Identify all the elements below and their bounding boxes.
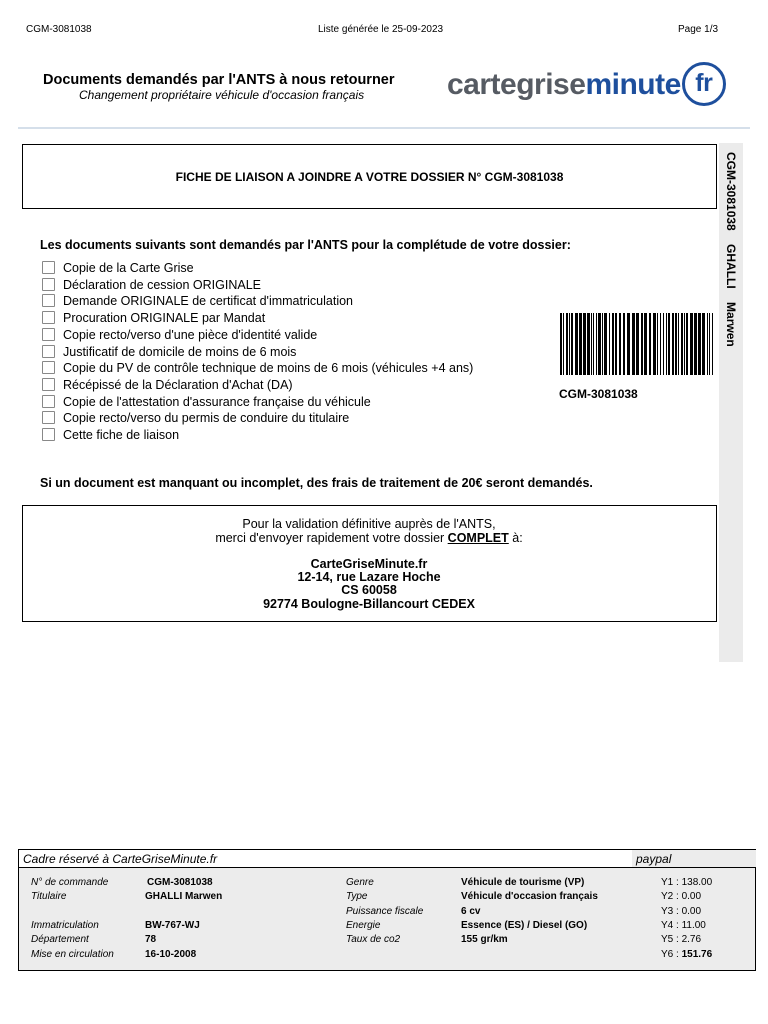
barcode-bar	[636, 313, 639, 375]
complet-emphasis: COMPLET	[447, 531, 509, 545]
barcode-bar	[604, 313, 607, 375]
address-city: 92774 Boulogne-Billancourt CEDEX	[263, 597, 475, 611]
reserved-frame	[18, 849, 756, 971]
barcode-bar	[641, 313, 643, 375]
checkbox[interactable]	[42, 345, 55, 358]
barcode-bar	[702, 313, 705, 375]
barcode-bar	[668, 313, 670, 375]
co2-label: Taux de co2	[346, 934, 401, 945]
logo-text-minute: minute	[585, 67, 681, 101]
type-value: Véhicule d'occasion français	[461, 891, 598, 902]
document-title: Documents demandés par l'ANTS à nous retourner	[43, 72, 395, 88]
address-name: CarteGriseMinute.fr	[310, 557, 428, 571]
barcode-bar	[649, 313, 651, 375]
payment-method: paypal	[636, 852, 672, 866]
tax-y5: Y5 : 2.76	[661, 934, 702, 945]
barcode-bar	[575, 313, 578, 375]
list-item[interactable]: Copie de l'attestation d'assurance française du véhicule	[42, 395, 371, 411]
barcode-bar	[566, 313, 568, 375]
barcode-bar	[653, 313, 656, 375]
barcode-bar	[694, 313, 697, 375]
logo-text-cartegrise: cartegrise	[447, 67, 586, 101]
checkbox[interactable]	[42, 378, 55, 391]
address-cs: CS 60058	[341, 583, 397, 597]
genre-label: Genre	[346, 877, 374, 888]
list-item[interactable]: Copie recto/verso d'une pièce d'identité valide	[42, 328, 317, 344]
address-street: 12-14, rue Lazare Hoche	[297, 570, 441, 584]
list-item[interactable]: Copie recto/verso du permis de conduire du titulaire	[42, 411, 349, 427]
fiscal-power-value: 6 cv	[461, 906, 481, 917]
barcode-bar	[678, 313, 679, 375]
checkbox[interactable]	[42, 395, 55, 408]
reserved-title: Cadre réservé à CarteGriseMinute.fr	[23, 852, 218, 866]
checkbox[interactable]	[42, 411, 55, 424]
barcode-bar	[571, 313, 573, 375]
document-subtitle: Changement propriétaire véhicule d'occasion français	[79, 88, 365, 102]
header-ref: CGM-3081038	[26, 24, 92, 35]
barcode-bar	[560, 313, 562, 375]
checkbox[interactable]	[42, 361, 55, 374]
list-item[interactable]: Copie de la Carte Grise	[42, 261, 194, 277]
holder-value: GHALLI Marwen	[145, 891, 223, 902]
barcode-bar	[627, 313, 630, 375]
checkbox[interactable]	[42, 428, 55, 441]
circulation-label: Mise en circulation	[31, 949, 114, 960]
barcode	[560, 313, 715, 375]
barcode-bar	[657, 313, 658, 375]
barcode-bar	[644, 313, 647, 375]
list-item[interactable]: Cette fiche de liaison	[42, 428, 179, 444]
list-item[interactable]: Récépissé de la Déclaration d'Achat (DA)	[42, 378, 293, 394]
tax-y2: Y2 : 0.00	[661, 891, 702, 902]
validation-line-1: Pour la validation définitive auprès de l'ANTS,	[242, 517, 496, 531]
barcode-bar	[666, 313, 667, 375]
fiche-box	[22, 144, 717, 209]
barcode-bar	[681, 313, 683, 375]
plate-label: Immatriculation	[31, 920, 99, 931]
barcode-bar	[579, 313, 582, 375]
tax-y1: Y1 : 138.00	[661, 877, 713, 888]
barcode-bar	[596, 313, 597, 375]
barcode-bar	[615, 313, 617, 375]
plate-value: BW-767-WJ	[145, 920, 200, 931]
genre-value: Véhicule de tourisme (VP)	[461, 877, 585, 888]
barcode-bar	[684, 313, 685, 375]
barcode-bar	[675, 313, 677, 375]
barcode-bar	[686, 313, 688, 375]
barcode-bar	[698, 313, 701, 375]
department-label: Département	[31, 934, 89, 945]
co2-value: 155 gr/km	[461, 934, 508, 945]
documents-intro: Les documents suivants sont demandés par l'ANTS pour la complétude de votre dossier:	[40, 238, 571, 252]
barcode-bar	[709, 313, 710, 375]
list-item[interactable]: Demande ORIGINALE de certificat d'immatriculation	[42, 294, 353, 310]
barcode-bar	[663, 313, 664, 375]
tax-y6-total: 151.76	[681, 949, 713, 960]
barcode-bar	[619, 313, 621, 375]
checkbox[interactable]	[42, 311, 55, 324]
barcode-label: CGM-3081038	[559, 387, 638, 401]
validation-line-2: merci d'envoyer rapidement votre dossier COMPLET à:	[215, 531, 523, 545]
list-item[interactable]: Copie du PV de contrôle technique de moins de 6 mois (véhicules +4 ans)	[42, 361, 473, 377]
barcode-bar	[632, 313, 635, 375]
generated-date: Liste générée le 25-09-2023	[318, 24, 444, 35]
checkbox[interactable]	[42, 261, 55, 274]
energy-label: Energie	[346, 920, 381, 931]
barcode-bar	[672, 313, 674, 375]
barcode-bar	[660, 313, 661, 375]
barcode-bar	[690, 313, 693, 375]
holder-label: Titulaire	[31, 891, 67, 902]
tax-y3: Y3 : 0.00	[661, 906, 702, 917]
barcode-bar	[583, 313, 586, 375]
tax-y6: Y6 : 151.76	[661, 949, 713, 960]
order-label: N° de commande	[31, 877, 109, 888]
checkbox[interactable]	[42, 328, 55, 341]
type-label: Type	[346, 891, 368, 902]
order-value: CGM-3081038	[147, 877, 213, 888]
energy-value: Essence (ES) / Diesel (GO)	[461, 920, 588, 931]
tax-y4: Y4 : 11.00	[661, 920, 706, 931]
barcode-bar	[623, 313, 625, 375]
missing-document-warning: Si un document est manquant ou incomplet, des frais de traitement de 20€ seront demandés.	[40, 476, 593, 490]
barcode-bar	[609, 313, 610, 375]
circulation-value: 16-10-2008	[145, 949, 197, 960]
logo-fr-stopwatch-icon: fr	[682, 62, 726, 106]
page-number: Page 1/3	[678, 24, 719, 35]
barcode-bar	[712, 313, 713, 375]
barcode-bar	[602, 313, 603, 375]
barcode-bar	[612, 313, 614, 375]
header-divider	[18, 127, 750, 129]
cartegriseminute-logo	[447, 64, 726, 108]
barcode-bar	[563, 313, 564, 375]
checkbox[interactable]	[42, 278, 55, 291]
list-item[interactable]: Justificatif de domicile de moins de 6 mois	[42, 345, 296, 361]
barcode-bar	[587, 313, 590, 375]
checkbox[interactable]	[42, 294, 55, 307]
department-value: 78	[145, 934, 157, 945]
sidebar-reference: CGM-3081038 GHALLI Marwen	[724, 152, 738, 347]
barcode-bar	[598, 313, 601, 375]
fiscal-power-label: Puissance fiscale	[346, 906, 424, 917]
barcode-bar	[707, 313, 708, 375]
fiche-title: FICHE DE LIAISON A JOINDRE A VOTRE DOSSIER N° CGM-3081038	[175, 170, 564, 184]
list-item[interactable]: Procuration ORIGINALE par Mandat	[42, 311, 265, 327]
list-item[interactable]: Déclaration de cession ORIGINALE	[42, 278, 261, 294]
barcode-bar	[591, 313, 592, 375]
barcode-bar	[593, 313, 594, 375]
reserved-frame-body	[19, 867, 755, 970]
barcode-bar	[569, 313, 570, 375]
